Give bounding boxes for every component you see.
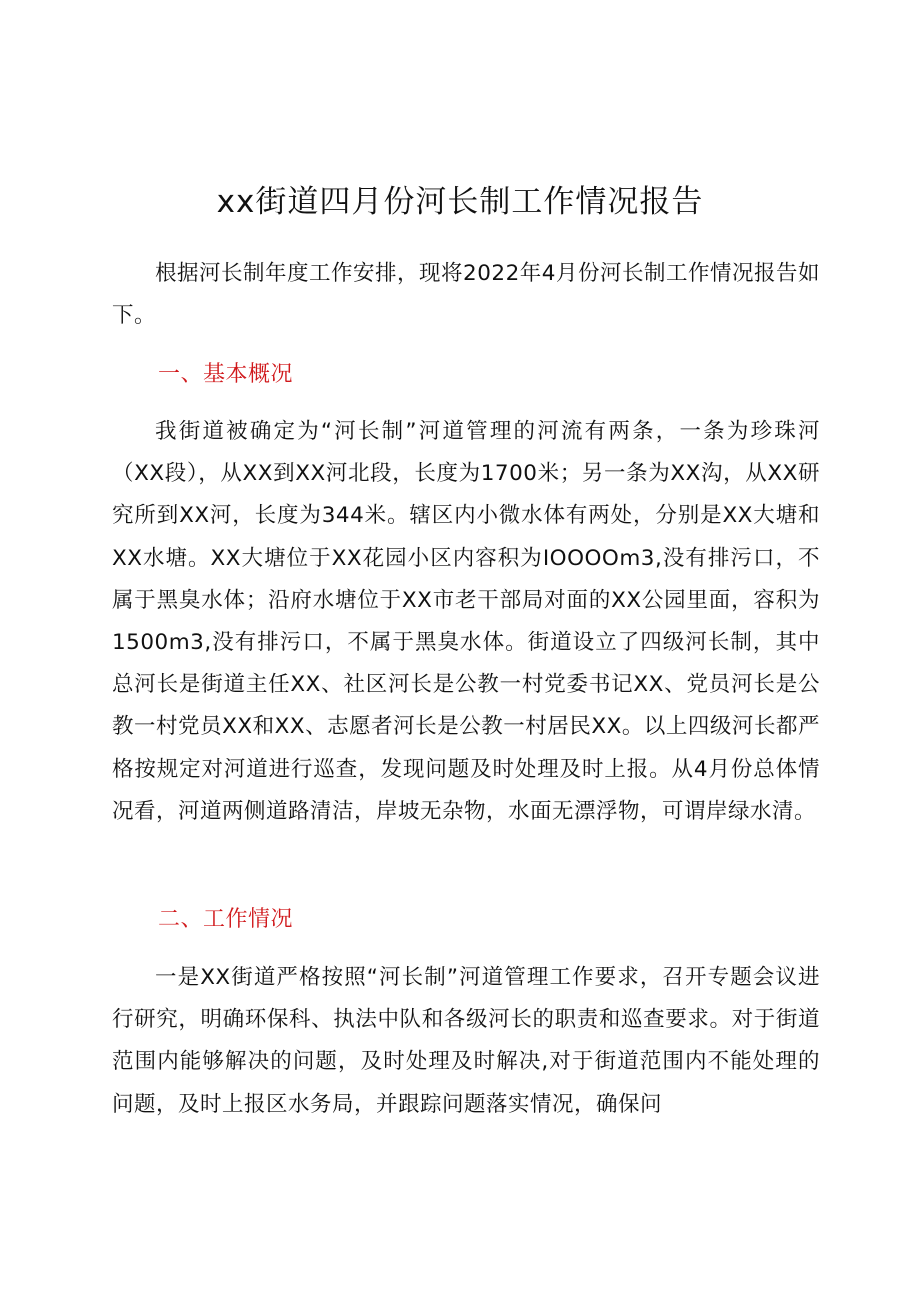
document-title: xx街道四月份河长制工作情况报告: [216, 184, 704, 220]
intro-paragraph: 根据河长制年度工作安排，现将2022年4月份河长制工作情况报告如下。: [112, 261, 820, 329]
section-heading-basic-overview: 一、基本概况: [158, 362, 294, 387]
section-paragraph-work-status: 一是XX街道严格按照“河长制”河道管理工作要求，召开专题会议进行研究，明确环保科、执法中队和各级河长的职责和巡查要求。对于街道范围内能够解决的问题，及时处理及时解决,对于街道范围内不能处理的问题，及时上报区水务局，并跟踪问题落实情况，确保问: [112, 965, 820, 1117]
section-paragraph-basic-overview: 我街道被确定为“河长制”河道管理的河流有两条，一条为珍珠河（XX段），从XX到XX河北段，长度为1700米；另一条为XX沟，从XX研究所到XX河，长度为344米。辖区内小微水体有两处，分别是XX大塘和XX水塘。XX大塘位于XX花园小区内容积为IOOOOm3,没有排污口，不属于黑臭水体；沿府水塘位于XX市老干部局对面的XX公园里面，容积为1500m3,没有排污口，不属于黑臭水体。街道设立了四级河长制，其中总河长是街道主任XX、社区河长是公教一村党委书记XX、党员河长是公教一村党员XX和XX、志愿者河长是公教一村居民XX。以上四级河长都严格按规定对河道进行巡查，发现问题及时处理及时上报。从4月份总体情况看，河道两侧道路清洁，岸坡无杂物，水面无漂浮物，可谓岸绿水清。: [112, 419, 820, 824]
section-heading-work-status: 二、工作情况: [158, 907, 294, 932]
